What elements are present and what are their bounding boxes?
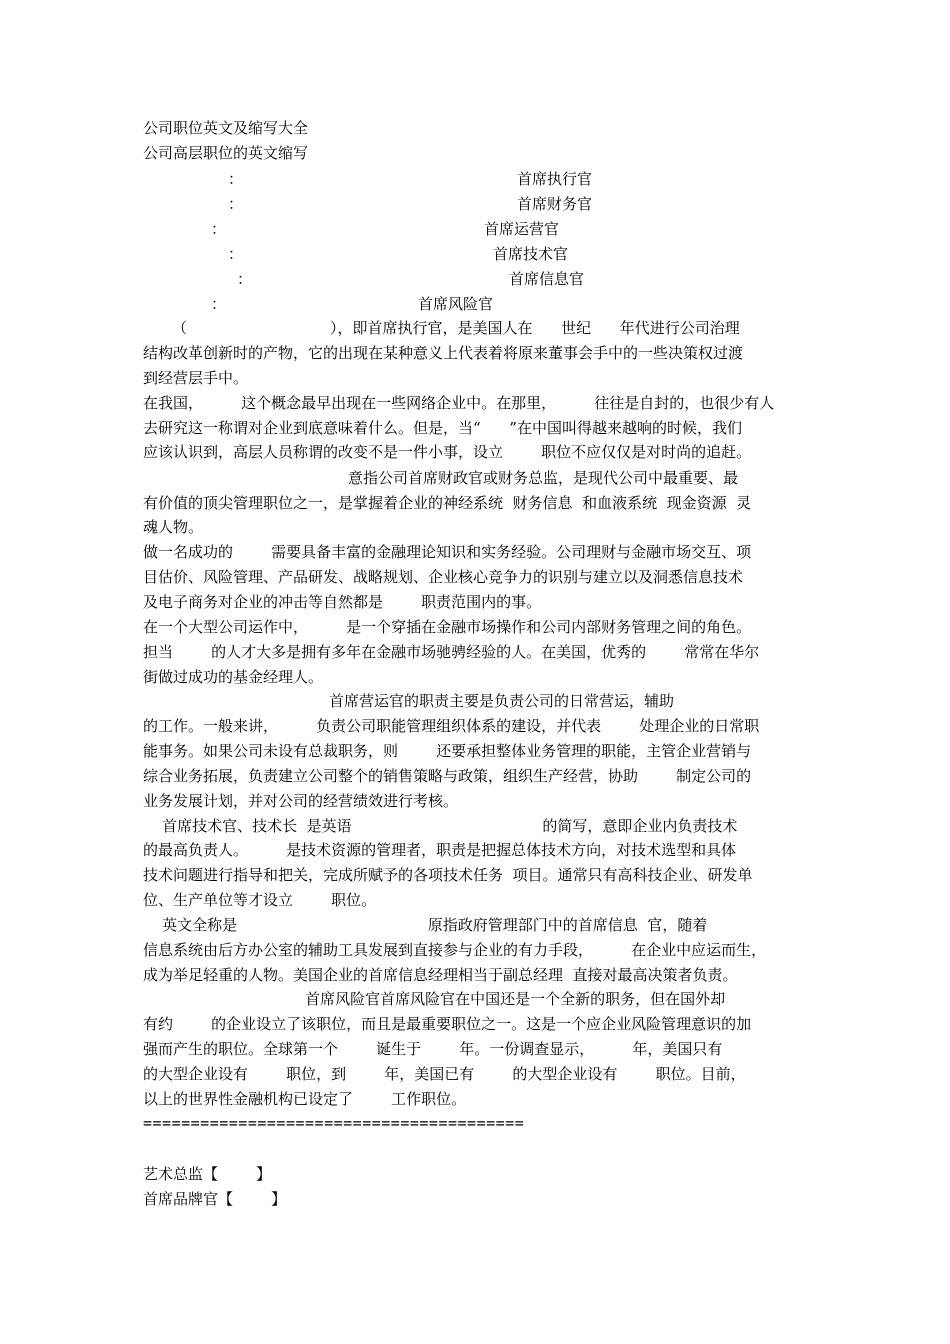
body-line: 魂人物。 (143, 518, 204, 536)
position-colon: ： (228, 245, 244, 263)
position-colon: ： (211, 220, 227, 238)
document-title: 公司职位英文及缩写大全 (143, 119, 309, 137)
position-label: 首席信息官 (509, 270, 585, 288)
footer-item: 艺术总监【 】 (143, 1165, 272, 1183)
footer-item: 首席品牌官【 】 (143, 1190, 287, 1208)
body-line: 街做过成功的基金经理人。 (143, 668, 324, 686)
body-line: 到经营层手中。 (143, 369, 249, 387)
position-colon: ： (237, 270, 253, 288)
body-line: 意指公司首席财政官或财务总监，是现代公司中最重要、最 (143, 469, 739, 487)
body-line: 首席营运官的职责主要是负责公司的日常营运，辅助 (143, 692, 674, 710)
position-label: 首席运营官 (484, 220, 560, 238)
position-label: 首席执行官 (517, 170, 593, 188)
body-line: 的工作。一般来讲， 负责公司职能管理组织体系的建设，并代表 处理企业的日常职 (143, 717, 760, 735)
body-line: 有价值的顶尖管理职位之一，是掌握着企业的神经系统 财务信息 和血液系统 现金资源 灵 (143, 494, 752, 512)
body-line: 综合业务拓展，负责建立公司整个的销售策略与政策，组织生产经营，协助 制定公司的 (143, 767, 752, 785)
body-line: 目估价、风险管理、产品研发、战略规划、企业核心竞争力的识别与建立以及洞悉信息技术 (143, 568, 744, 586)
body-line: 有约 的企业设立了该职位，而且是最重要职位之一。这是一个应企业风险管理意识的加 (143, 1015, 752, 1033)
body-line: 能事务。如果公司未设有总裁职务，则 还要承担整体业务管理的职能，主管企业营销与 (143, 742, 752, 760)
body-line: 的大型企业设有 职位，到 年，美国已有 的大型企业设有 职位。目前， (143, 1065, 746, 1083)
separator-line: ======================================== (143, 1114, 525, 1132)
position-colon: ： (228, 195, 244, 213)
position-label: 首席风险官 (418, 295, 494, 313)
body-line: 担当 的人才大多是拥有多年在金融市场驰骋经验的人。在美国，优秀的 常常在华尔 (143, 643, 760, 661)
body-line: 首席技术官、技术长 是英语 的简写，意即企业内负责技术 (143, 817, 738, 835)
body-line: 的最高负责人。 是技术资源的管理者，职责是把握总体技术方向，对技术选型和具体 (143, 841, 737, 859)
position-colon: ： (228, 170, 244, 188)
body-line: （ ），即首席执行官，是美国人在 世纪 年代进行公司治理 (172, 319, 740, 337)
body-line: 强而产生的职位。全球第一个 诞生于 年。一份调查显示， 年，美国只有 (143, 1040, 723, 1058)
body-line: 业务发展计划，并对公司的经营绩效进行考核。 (143, 792, 459, 810)
document-subtitle: 公司高层职位的英文缩写 (143, 144, 309, 162)
body-line: 信息系统由后方办公室的辅助工具发展到直接参与企业的有力手段， 在企业中应运而生， (143, 941, 767, 959)
position-label: 首席技术官 (493, 245, 569, 263)
body-line: 结构改革创新时的产物，它的出现在某种意义上代表着将原来董事会手中的一些决策权过渡 (143, 344, 744, 362)
body-line: 成为举足轻重的人物。美国企业的首席信息经理相当于副总经理 直接对最高决策者负责。 (143, 966, 738, 984)
body-line: 去研究这一称谓对企业到底意味着什么。但是，当“ ”在中国叫得越来越响的时候，我们 (143, 419, 742, 437)
body-line: 英文全称是 原指政府管理部门中的首席信息 官，随着 (143, 916, 708, 934)
position-label: 首席财务官 (517, 195, 593, 213)
body-line: 应该认识到，高层人员称谓的改变不是一件小事，设立 职位不应仅仅是对时尚的追赶。 (143, 443, 752, 461)
body-line: 技术问题进行指导和把关，完成所赋予的各项技术任务 项目。通常只有高科技企业、研发单 (143, 866, 753, 884)
body-line: 在一个大型公司运作中， 是一个穿插在金融市场操作和公司内部财务管理之间的角色。 (143, 618, 752, 636)
position-colon: ： (211, 295, 227, 313)
body-line: 首席风险官首席风险官在中国还是一个全新的职务，但在国外却 (143, 990, 726, 1008)
body-line: 做一名成功的 需要具备丰富的金融理论知识和实务经验。公司理财与金融市场交互、项 (143, 543, 752, 561)
body-line: 及电子商务对企业的冲击等自然都是 职责范围内的事。 (143, 593, 542, 611)
body-line: 位、生产单位等才设立 职位。 (143, 891, 377, 909)
body-line: 以上的世界性金融机构已设定了 工作职位。 (143, 1090, 467, 1108)
body-line: 在我国， 这个概念最早出现在一些网络企业中。在那里， 往往是自封的，也很少有人 (143, 394, 775, 412)
